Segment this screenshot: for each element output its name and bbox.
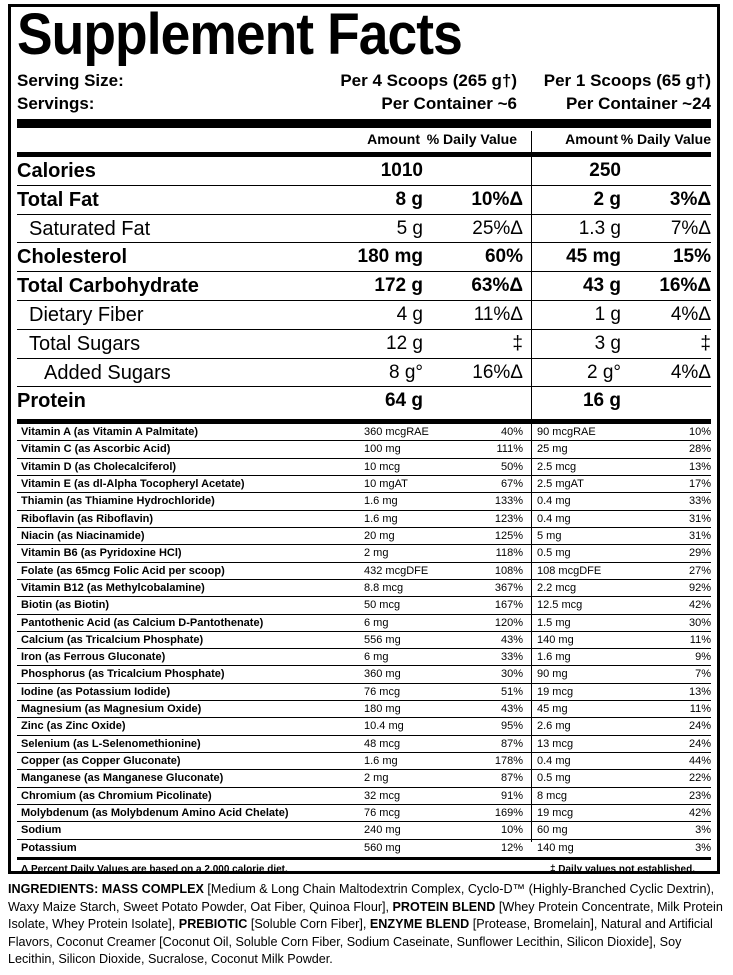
serving-col2-line2: Per Container ~24 (565, 94, 711, 113)
micro-label: Pantothenic Acid (as Calcium D-Pantothenate) (21, 616, 264, 629)
macro-label: Saturated Fat (29, 217, 151, 240)
micro-dv-1: 367% (494, 581, 523, 594)
micro-amount-2: 8 mcg (537, 789, 567, 802)
micro-amount-1: 560 mg (364, 841, 401, 854)
micro-amount-2: 5 mg (537, 529, 562, 542)
macro-amount-1: 8 g (395, 188, 423, 210)
micro-row (17, 788, 711, 805)
micro-dv-1: 10% (500, 824, 523, 837)
macro-dv-2: 16%Δ (659, 275, 711, 297)
ingredient-heading: INGREDIENTS: MASS COMPLEX (8, 882, 204, 896)
supplement-facts-panel (8, 4, 720, 874)
micro-amount-1: 360 mg (364, 668, 401, 681)
macro-row (17, 301, 711, 330)
macro-dv-2: 4%Δ (670, 361, 711, 383)
micro-label: Vitamin A (as Vitamin A Palmitate) (21, 426, 199, 438)
servings-label: Servings: (17, 94, 95, 113)
micro-dv-1: 123% (494, 512, 523, 525)
micro-dv-2: 42% (688, 599, 711, 612)
micro-dv-2: 29% (688, 547, 711, 560)
micro-dv-1: 91% (500, 789, 523, 802)
macro-amount-1: 5 g (396, 217, 423, 239)
micro-dv-2: 7% (695, 668, 711, 681)
macro-row (17, 387, 711, 416)
micro-amount-2: 90 mg (537, 668, 568, 681)
micro-label: Molybdenum (as Molybdenum Amino Acid Chelate) (21, 807, 289, 820)
micro-amount-1: 6 mg (364, 651, 389, 664)
micro-amount-1: 10.4 mg (364, 720, 404, 733)
micro-row (17, 666, 711, 683)
micro-amount-2: 12.5 mcg (537, 599, 583, 612)
micro-dv-1: 87% (500, 737, 523, 750)
macro-dv-1: 60% (484, 246, 523, 268)
micro-label: Phosphorus (as Tricalcium Phosphate) (21, 668, 225, 681)
micro-amount-2: 140 mg (537, 841, 574, 854)
micro-amount-1: 556 mg (364, 633, 401, 646)
micro-label: Chromium (as Chromium Picolinate) (21, 789, 212, 802)
micro-label: Niacin (as Niacinamide) (21, 529, 145, 542)
macro-amount-1: 12 g (386, 332, 423, 354)
micro-row (17, 528, 711, 545)
micro-label: Calcium (as Tricalcium Phosphate) (21, 633, 204, 646)
micro-label: Biotin (as Biotin) (21, 599, 109, 612)
ingredient-text: [Medium & Long Chain Maltodextrin Complex, Cyclo-D™ (Highly-Branched Cyclic Dextrin), Waxy Maize Starch, Sweet Potato Powder, Oat Fiber, Quinoa Flour], (8, 882, 715, 914)
macro-row (17, 359, 711, 388)
micro-amount-1: 10 mgAT (364, 477, 408, 490)
micro-amount-2: 0.5 mg (537, 547, 571, 560)
micro-dv-1: 33% (500, 651, 523, 664)
amount-header-1: Amount (367, 131, 420, 147)
amount-header-2: Amount (565, 131, 618, 147)
micro-label: Iodine (as Potassium Iodide) (21, 685, 171, 698)
macro-dv-2: 15% (672, 246, 711, 268)
macro-dv-2: 7%Δ (670, 217, 711, 239)
micro-label: Magnesium (as Magnesium Oxide) (21, 703, 202, 716)
micro-amount-2: 0.5 mg (537, 772, 571, 785)
micro-label: Sodium (21, 824, 62, 837)
macro-dv-1: 25%Δ (472, 217, 523, 239)
micro-amount-1: 432 mcgDFE (364, 564, 429, 577)
micro-dv-2: 3% (695, 841, 711, 854)
micro-row (17, 545, 711, 562)
micro-amount-2: 19 mcg (537, 685, 574, 698)
column-separator (531, 131, 532, 842)
micro-dv-1: 12% (500, 841, 523, 854)
macro-amount-2: 45 mg (566, 246, 621, 268)
macro-amount-2: 2 g (593, 188, 621, 210)
micro-row (17, 753, 711, 770)
micro-amount-2: 1.6 mg (537, 651, 571, 664)
micro-amount-1: 10 mcg (364, 460, 401, 473)
micro-row (17, 563, 711, 580)
micro-dv-2: 31% (688, 529, 711, 542)
micro-amount-1: 20 mg (364, 529, 395, 542)
micro-amount-2: 0.4 mg (537, 512, 571, 525)
micro-dv-2: 92% (688, 581, 711, 594)
micro-dv-1: 169% (494, 807, 523, 820)
micro-row (17, 649, 711, 666)
micro-label: Riboflavin (as Riboflavin) (21, 512, 154, 525)
micro-dv-2: 24% (688, 737, 711, 750)
macro-row (17, 330, 711, 359)
micro-dv-1: 178% (494, 755, 523, 768)
macro-amount-1: 172 g (374, 275, 423, 297)
micro-dv-1: 51% (500, 685, 523, 698)
macro-dv-1: 63%Δ (471, 275, 523, 297)
micro-amount-2: 60 mg (537, 824, 568, 837)
ingredient-text: [Soluble Corn Fiber], (247, 917, 370, 932)
micro-dv-1: 108% (494, 564, 523, 577)
macro-row (17, 186, 711, 215)
micro-amount-2: 1.5 mg (537, 616, 571, 629)
ingredient-heading: PREBIOTIC (178, 917, 248, 932)
micro-dv-1: 133% (494, 495, 523, 508)
micro-amount-1: 76 mcg (364, 807, 401, 820)
micro-amount-2: 2.6 mg (537, 720, 571, 733)
micro-label: Vitamin B12 (as Methylcobalamine) (21, 581, 205, 594)
macro-label: Cholesterol (17, 246, 128, 269)
micro-amount-2: 13 mcg (537, 737, 574, 750)
micro-dv-2: 42% (688, 807, 711, 820)
micro-dv-2: 3% (695, 824, 711, 837)
micro-dv-2: 27% (688, 564, 711, 577)
micro-amount-1: 240 mg (364, 824, 401, 837)
macro-dv-1: 16%Δ (472, 361, 523, 383)
macro-dv-1: 10%Δ (471, 188, 523, 210)
micro-dv-2: 10% (688, 426, 711, 438)
micro-amount-2: 108 mcgDFE (537, 564, 602, 577)
serving-col1-line2: Per Container ~6 (381, 94, 517, 113)
thick-divider (17, 119, 711, 128)
ingredient-heading: ENZYME BLEND (369, 917, 470, 932)
micro-dv-2: 11% (689, 633, 711, 646)
micro-row (17, 718, 711, 735)
macro-amount-2: 16 g (582, 390, 621, 412)
ingredient-heading: PROTEIN BLEND (392, 899, 496, 914)
macro-label: Protein (17, 390, 86, 413)
micro-row (17, 684, 711, 701)
footnote-divider (17, 857, 711, 860)
macro-row (17, 272, 711, 301)
footnote-dv: Δ Percent Daily Values are based on a 2,000 calorie diet. (21, 864, 288, 875)
micro-dv-2: 24% (688, 720, 711, 733)
micro-row (17, 580, 711, 597)
micro-label: Selenium (as L-Selenomethionine) (21, 737, 201, 750)
micro-label: Iron (as Ferrous Gluconate) (21, 651, 166, 664)
micro-amount-2: 25 mg (537, 443, 568, 456)
macro-amount-1: 1010 (380, 160, 423, 181)
macro-label: Added Sugars (44, 361, 171, 384)
micro-row (17, 459, 711, 476)
ingredients-text (8, 881, 724, 969)
macro-dv-1: ‡ (512, 332, 523, 354)
micro-dv-1: 167% (494, 599, 523, 612)
micro-label: Manganese (as Manganese Gluconate) (21, 772, 224, 785)
micro-dv-1: 40% (500, 426, 523, 438)
micro-amount-2: 19 mcg (537, 807, 574, 820)
micro-dv-2: 33% (688, 495, 711, 508)
macro-label: Total Carbohydrate (17, 275, 199, 298)
micro-dv-2: 11% (689, 703, 711, 716)
micro-dv-2: 30% (688, 616, 711, 629)
micro-row (17, 736, 711, 753)
micro-row (17, 511, 711, 528)
macro-dv-2: 3%Δ (669, 188, 711, 210)
micro-row (17, 805, 711, 822)
micro-label: Vitamin C (as Ascorbic Acid) (21, 443, 171, 456)
micro-amount-1: 32 mcg (364, 789, 401, 802)
micro-dv-1: 43% (500, 633, 523, 646)
micro-row (17, 822, 711, 839)
micro-amount-1: 76 mcg (364, 685, 401, 698)
micro-row (17, 632, 711, 649)
micro-amount-1: 50 mcg (364, 599, 401, 612)
panel-title: Supplement Facts (17, 2, 462, 67)
macro-row (17, 215, 711, 244)
micro-label: Thiamin (as Thiamine Hydrochloride) (21, 495, 215, 508)
micro-dv-1: 125% (494, 529, 523, 542)
macro-amount-2: 1.3 g (578, 217, 621, 239)
micro-amount-1: 48 mcg (364, 737, 401, 750)
micro-dv-1: 120% (494, 616, 523, 629)
micro-row (17, 597, 711, 614)
micro-dv-1: 111% (496, 443, 523, 456)
macro-row (17, 157, 711, 186)
micro-label: Vitamin E (as dl-Alpha Tocopheryl Acetate) (21, 477, 245, 490)
micro-label: Potassium (21, 841, 77, 854)
macro-amount-1: 4 g (396, 304, 423, 325)
macro-label: Total Sugars (29, 332, 141, 355)
micro-amount-2: 2.5 mgAT (537, 477, 584, 490)
micro-amount-1: 6 mg (364, 616, 389, 629)
micro-label: Vitamin D (as Cholecalciferol) (21, 460, 177, 473)
ingredient-text: [Protease, Bromelain], Natural and Artificial Flavors, Coconut Creamer [Coconut Oil, Soluble Corn Fiber, Sodium Caseinate, Sunflower Lecithin, Silicon Dioxide], Soy Lecithin, Silicon Dioxide, Sucralose, Coconut Milk Powder. (8, 917, 713, 967)
macro-row (17, 243, 711, 272)
micro-label: Vitamin B6 (as Pyridoxine HCl) (21, 547, 182, 560)
micro-dv-1: 95% (500, 720, 523, 733)
micro-amount-1: 180 mg (364, 703, 401, 716)
micro-amount-1: 8.8 mcg (364, 581, 404, 594)
micro-label: Folate (as 65mcg Folic Acid per scoop) (21, 564, 225, 577)
micro-row (17, 840, 711, 857)
micro-dv-1: 118% (495, 547, 523, 560)
dv-header-2: % Daily Value (620, 131, 711, 147)
micro-amount-1: 2 mg (364, 772, 389, 785)
micro-label: Zinc (as Zinc Oxide) (21, 720, 126, 733)
macro-amount-2: 250 (589, 160, 621, 181)
micro-dv-2: 13% (688, 685, 711, 698)
micro-dv-2: 17% (688, 477, 711, 490)
micro-dv-1: 67% (500, 477, 523, 490)
micro-amount-2: 2.2 mcg (537, 581, 577, 594)
micro-amount-2: 0.4 mg (537, 755, 571, 768)
macro-label: Dietary Fiber (29, 304, 144, 326)
micro-dv-2: 9% (695, 651, 711, 664)
micro-amount-2: 0.4 mg (537, 495, 571, 508)
footnote-not-established: ‡ Daily values not established. (549, 864, 695, 875)
micro-dv-2: 22% (688, 772, 711, 785)
micro-row (17, 493, 711, 510)
serving-size-label: Serving Size: (17, 71, 124, 90)
micro-row (17, 770, 711, 787)
macro-label: Calories (17, 160, 96, 182)
micro-dv-2: 23% (688, 789, 711, 802)
micro-row (17, 615, 711, 632)
ingredient-text: [Whey Protein Concentrate, Milk Protein Isolate, Whey Protein Isolate], (8, 899, 723, 932)
micro-dv-1: 50% (500, 460, 523, 473)
micro-dv-1: 30% (500, 668, 523, 681)
macro-dv-1: 11%Δ (473, 304, 523, 325)
micro-label: Copper (as Copper Gluconate) (21, 755, 181, 768)
micro-amount-1: 100 mg (364, 443, 401, 456)
micro-dv-2: 44% (688, 755, 711, 768)
macro-amount-1: 180 mg (357, 246, 423, 268)
micro-amount-1: 2 mg (364, 547, 389, 560)
micro-amount-1: 1.6 mg (364, 512, 398, 525)
micro-dv-1: 87% (500, 772, 523, 785)
micro-dv-2: 28% (688, 443, 711, 456)
serving-col2-line1: Per 1 Scoops (65 g†) (543, 71, 711, 90)
micro-dv-2: 13% (688, 460, 711, 473)
micro-row (17, 424, 711, 441)
micro-amount-1: 1.6 mg (364, 755, 398, 768)
dv-header-1: % Daily Value (426, 131, 517, 147)
micro-dv-2: 31% (688, 512, 711, 525)
micro-row (17, 441, 711, 458)
micro-amount-1: 1.6 mg (364, 495, 398, 508)
micro-row (17, 701, 711, 718)
macro-amount-1: 64 g (384, 390, 423, 412)
macro-dv-2: ‡ (700, 332, 711, 354)
macro-amount-2: 1 g (594, 304, 621, 325)
macro-amount-2: 2 g° (586, 361, 621, 383)
macro-label: Total Fat (17, 188, 99, 211)
micro-amount-2: 2.5 mcg (537, 460, 577, 473)
micro-dv-1: 43% (500, 703, 523, 716)
macro-amount-1: 8 g° (388, 361, 423, 383)
macro-amount-2: 43 g (582, 275, 621, 297)
micro-amount-1: 360 mcgRAE (364, 426, 429, 438)
micro-amount-2: 45 mg (537, 703, 568, 716)
micro-amount-2: 140 mg (537, 633, 574, 646)
micro-amount-2: 90 mcgRAE (537, 426, 596, 438)
serving-col1-line1: Per 4 Scoops (265 g†) (340, 71, 517, 90)
micro-row (17, 476, 711, 493)
macro-dv-2: 4%Δ (670, 304, 711, 325)
macro-amount-2: 3 g (594, 332, 621, 354)
